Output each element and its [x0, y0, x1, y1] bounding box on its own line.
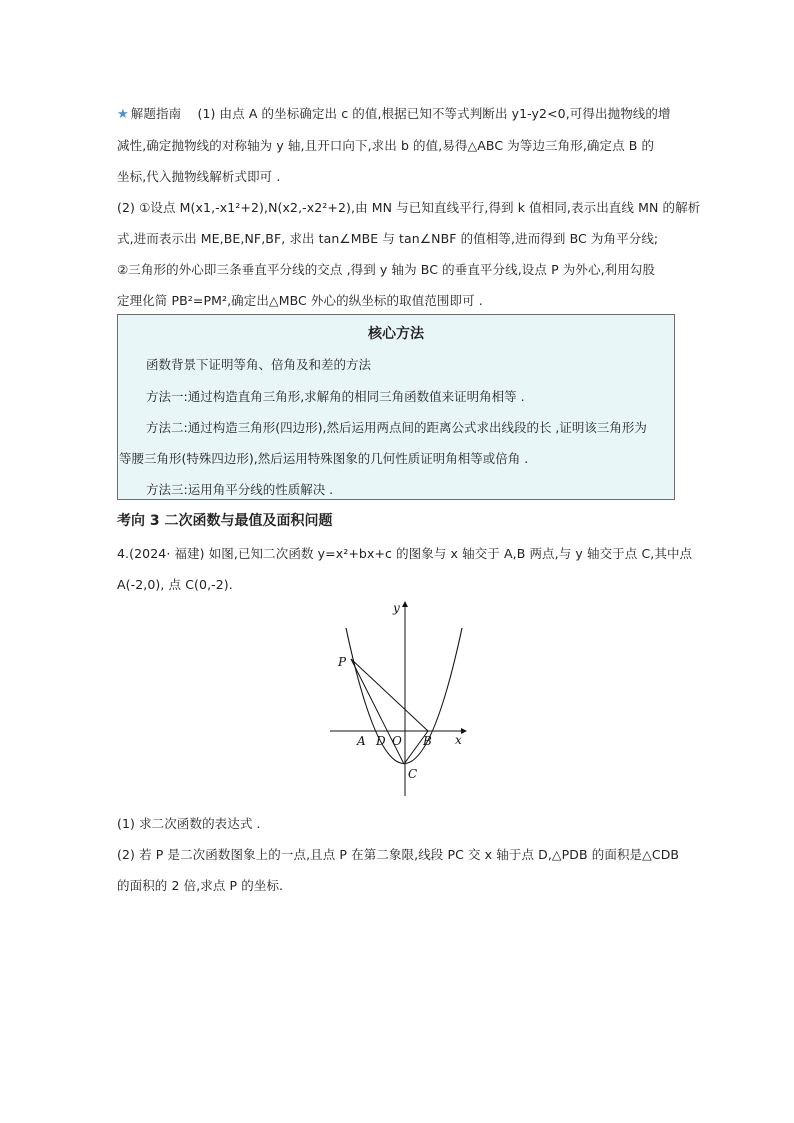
- section-heading: 考向 3 二次函数与最值及面积问题: [117, 513, 333, 529]
- core-line-5: 方法三:运用角平分线的性质解决 .: [146, 482, 334, 497]
- core-line-4: 等腰三角形(特殊四边形),然后运用特殊图象的几何性质证明角相等或倍角 .: [119, 451, 529, 466]
- hint-line-1: [117, 104, 671, 122]
- core-line-3: 方法二:通过构造三角形(四边形),然后运用两点间的距离公式求出线段的长 ,证明该三角形为: [146, 420, 647, 435]
- core-method-box: [117, 314, 675, 500]
- hint-text-1: (1) 由点 A 的坐标确定出 c 的值,根据已知不等式判断出 y1-y2<0,可得出抛物线的增: [197, 106, 671, 121]
- label-a: A: [357, 734, 366, 748]
- problem-line-2: A(-2,0), 点 C(0,-2).: [117, 577, 233, 592]
- label-p: P: [338, 655, 347, 669]
- hint-line-2: 减性,确定抛物线的对称轴为 y 轴,且开口向下,求出 b 的值,易得△ABC 为等边三角形,确定点 B 的: [117, 138, 655, 153]
- hint-line-6: ②三角形的外心即三条垂直平分线的交点 ,得到 y 轴为 BC 的垂直平分线,设点 P 为外心,利用勾股: [117, 262, 656, 277]
- label-d: D: [376, 734, 386, 748]
- hint-line-4: (2) ①设点 M(x1,-x1²+2),N(x2,-x2²+2),由 MN 与已知直线平行,得到 k 值相同,表示出直线 MN 的解析: [117, 200, 701, 215]
- question-2b: 的面积的 2 倍,求点 P 的坐标.: [117, 878, 284, 893]
- question-1: (1) 求二次函数的表达式 .: [117, 816, 261, 831]
- hint-line-7: 定理化简 PB²=PM²,确定出△MBC 外心的纵坐标的取值范围即可 .: [117, 293, 483, 308]
- core-method-title: 核心方法: [368, 326, 424, 342]
- hint-line-5: 式,进而表示出 ME,BE,NF,BF, 求出 tan∠MBE 与 tan∠NBF 的值相等,进而得到 BC 为角平分线;: [117, 231, 659, 246]
- question-2a: (2) 若 P 是二次函数图象上的一点,且点 P 在第二象限,线段 PC 交 x 轴于点 D,△PDB 的面积是△CDB: [117, 847, 680, 862]
- label-x: x: [455, 733, 462, 747]
- star-icon: ★: [117, 107, 129, 122]
- hint-label: 解题指南: [130, 106, 182, 121]
- core-line-1: 函数背景下证明等角、倍角及和差的方法: [146, 357, 372, 372]
- hint-line-3: 坐标,代入抛物线解析式即可 .: [117, 169, 281, 184]
- core-line-2: 方法一:通过构造直角三角形,求解角的相同三角函数值来证明角相等 .: [146, 389, 525, 404]
- label-o: O: [392, 734, 402, 748]
- parabola-figure: [326, 598, 472, 800]
- segment-pc: [351, 659, 404, 764]
- label-y: y: [393, 601, 400, 615]
- label-c: C: [408, 767, 418, 781]
- problem-line-1: 4.(2024· 福建) 如图,已知二次函数 y=x²+bx+c 的图象与 x 轴交于 A,B 两点,与 y 轴交于点 C,其中点: [117, 546, 693, 561]
- label-b: B: [423, 734, 432, 748]
